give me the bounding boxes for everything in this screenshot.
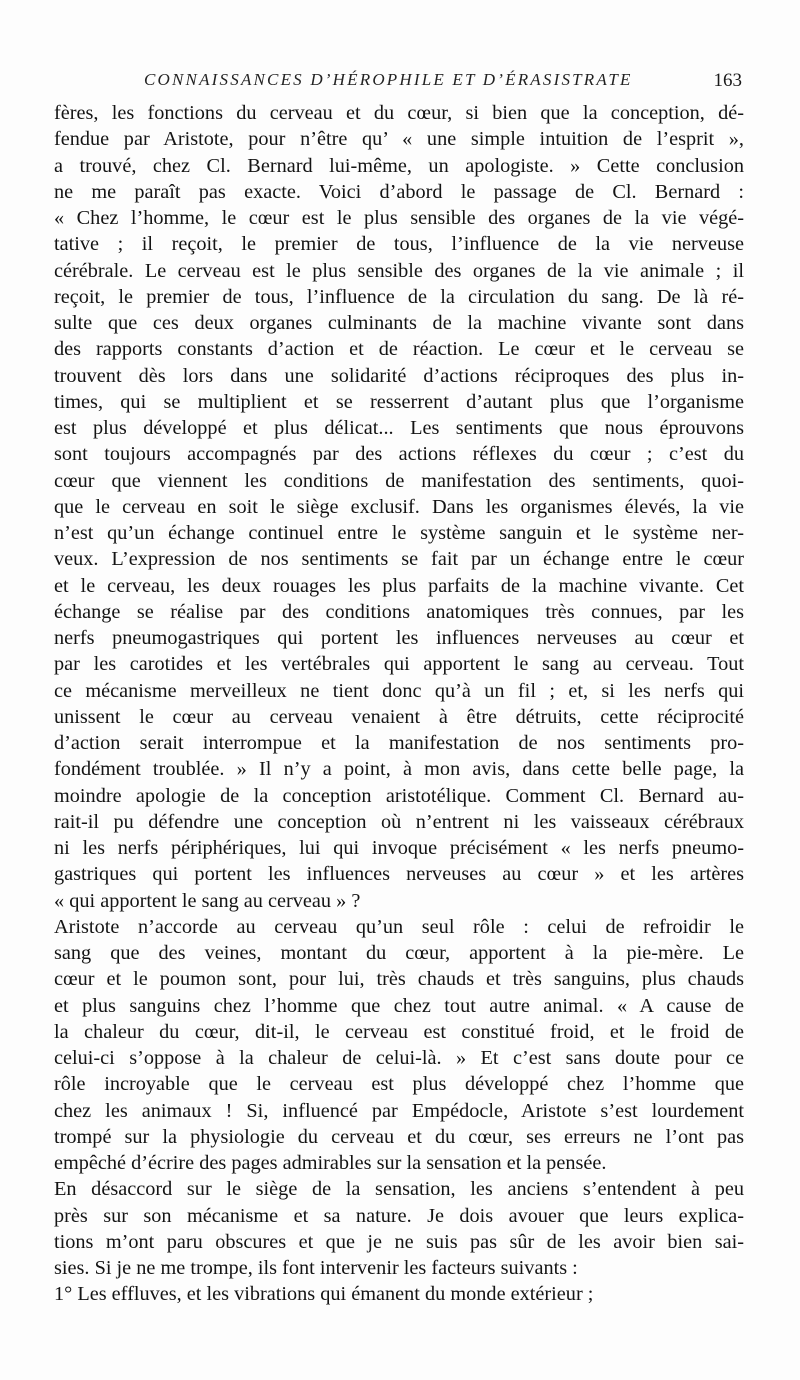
text-line: empêché d’écrire des pages admirables sur la sensation et la pensée.: [54, 1152, 607, 1174]
text-line: rôle incroyable que le cerveau est plus développé chez l’homme que: [54, 1073, 744, 1096]
text-line: que le cerveau en soit le siège exclusif. Dans les organismes élevés, la vie: [54, 495, 744, 518]
text-line: veux. L’expression de nos sentiments se fait par un échange entre le cœur: [54, 548, 744, 571]
text-line: 1° Les effluves, et les vibrations qui émanent du monde extérieur ;: [54, 1283, 594, 1306]
text-line: « qui apportent le sang au cerveau » ?: [54, 889, 361, 912]
text-line: trompé sur la physiologie du cerveau et du cœur, ses erreurs ne l’ont pas: [54, 1125, 744, 1148]
text-line: n’est qu’un échange continuel entre le système sanguin et le système ner-: [54, 522, 744, 544]
text-line: nerfs pneumogastriques qui portent les influences nerveuses au cœur et: [54, 627, 744, 649]
text-line: sang que des veines, montant du cœur, apportent à la pie-mère. Le: [54, 942, 744, 964]
text-line: tative ; il reçoit, le premier de tous, l’influence de la vie nerveuse: [54, 233, 744, 256]
text-line: trouvent dès lors dans une solidarité d’actions réciproques des plus in-: [54, 364, 744, 387]
text-line: times, qui se multiplient et se resserrent d’autant plus que l’organisme: [54, 390, 744, 413]
text-line: reçoit, le premier de tous, l’influence de la circulation du sang. De là ré-: [54, 285, 744, 308]
text-line: sulte que ces deux organes culminants de la machine vivante sont dans: [54, 312, 744, 334]
text-line: ne me paraît pas exacte. Voici d’abord le passage de Cl. Bernard :: [54, 180, 744, 203]
text-line: chez les animaux ! Si, influencé par Empédocle, Aristote s’est lourdement: [54, 1099, 744, 1122]
text-line: sont toujours accompagnés par des actions réflexes du cœur ; c’est du: [54, 443, 744, 466]
text-line: moindre apologie de la conception aristotélique. Comment Cl. Bernard au-: [54, 784, 744, 807]
text-line: celui-ci s’oppose à la chaleur de celui-là. » Et c’est sans doute pour ce: [54, 1047, 744, 1069]
text-line: « Chez l’homme, le cœur est le plus sensible des organes de la vie végé-: [54, 207, 744, 229]
text-line: a trouvé, chez Cl. Bernard lui-même, un apologiste. » Cette conclusion: [54, 154, 744, 177]
text-line: unissent le cœur au cerveau venaient à être détruits, cette réciprocité: [54, 705, 744, 728]
text-line: est plus développé et plus délicat... Les sentiments que nous éprouvons: [54, 417, 744, 439]
text-line: cérébrale. Le cerveau est le plus sensible des organes de la vie animale ; il: [54, 259, 744, 282]
text-line: cœur et le poumon sont, pour lui, très chauds et très sanguins, plus chauds: [54, 968, 744, 991]
text-line: cœur que viennent les conditions de manifestation des sentiments, quoi-: [54, 469, 744, 492]
text-line: et le cerveau, les deux rouages les plus parfaits de la machine vivante. Cet: [54, 574, 744, 597]
page-number: 163: [713, 70, 742, 91]
text-line: ni les nerfs périphériques, lui qui invoque précisément « les nerfs pneumo-: [54, 837, 744, 859]
text-line: rait-il pu défendre une conception où n’entrent ni les vaisseaux cérébraux: [54, 810, 744, 833]
text-line: sies. Si je ne me trompe, ils font intervenir les facteurs suivants :: [54, 1257, 578, 1279]
running-head: [54, 70, 744, 98]
text-line: échange se réalise par des conditions anatomiques très connues, par les: [54, 600, 744, 623]
text-line: fondément troublée. » Il n’y a point, à mon avis, dans cette belle page, la: [54, 758, 744, 781]
text-line: ce mécanisme merveilleux ne tient donc qu’à un fil ; et, si les nerfs qui: [54, 679, 744, 702]
body-text: [54, 100, 744, 1308]
text-line: fendue par Aristote, pour n’être qu’ « une simple intuition de l’esprit »,: [54, 128, 744, 151]
text-line: tions m’ont paru obscures et que je ne suis pas sûr de les avoir bien sai-: [54, 1230, 744, 1253]
text-line: et plus sanguins chez l’homme que chez tout autre animal. « A cause de: [54, 994, 744, 1017]
text-line: Aristote n’accorde au cerveau qu’un seul rôle : celui de refroidir le: [54, 915, 744, 938]
text-line: par les carotides et les vertébrales qui apportent le sang au cerveau. Tout: [54, 653, 744, 676]
text-line: des rapports constants d’action et de réaction. Le cœur et le cerveau se: [54, 338, 744, 361]
running-title: CONNAISSANCES D’HÉROPHILE ET D’ÉRASISTRATE: [144, 70, 633, 89]
text-line: la chaleur du cœur, dit-il, le cerveau est constitué froid, et le froid de: [54, 1020, 744, 1043]
text-line: d’action serait interrompue et la manifestation de nos sentiments pro-: [54, 732, 744, 754]
text-line: En désaccord sur le siège de la sensation, les anciens s’entendent à peu: [54, 1178, 744, 1201]
text-line: près sur son mécanisme et sa nature. Je dois avouer que leurs explica-: [54, 1204, 744, 1227]
text-line: fères, les fonctions du cerveau et du cœur, si bien que la conception, dé-: [54, 102, 744, 124]
text-line: gastriques qui portent les influences nerveuses au cœur » et les artères: [54, 863, 744, 886]
